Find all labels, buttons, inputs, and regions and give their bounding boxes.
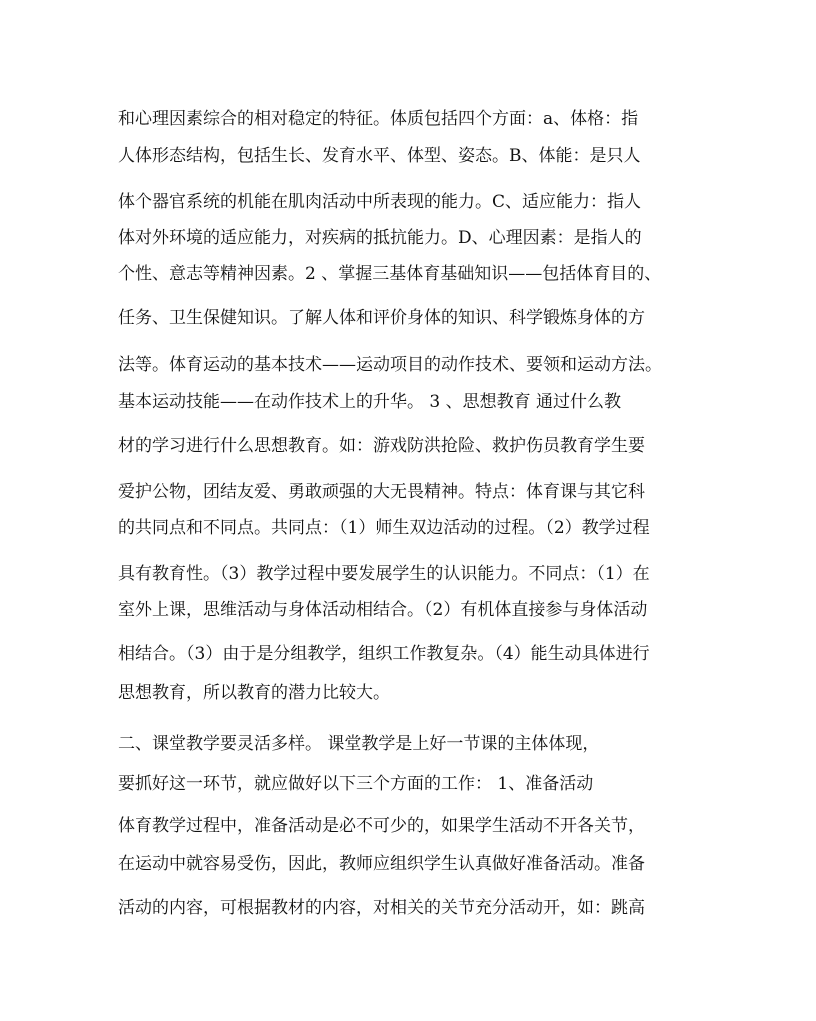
text-line-16: 二、课堂教学要灵活多样。 课堂教学是上好一节课的主体体现， (118, 734, 600, 754)
text-line-14: 相结合。（3）由于是分组教学，组织工作教复杂。（4）能生动具体进行 (118, 644, 650, 664)
text-line-4: 体对外环境的适应能力，对疾病的抵抗能力。D、心理因素：是指人的 (118, 228, 642, 248)
text-line-15: 思想教育，所以教育的潜力比较大。 (118, 683, 390, 703)
text-line-9: 材的学习进行什么思想教育。如：游戏防洪抢险、救护伤员教育学生要 (118, 436, 645, 456)
text-line-6: 任务、卫生保健知识。了解人体和评价身体的知识、科学锻炼身体的方 (118, 308, 645, 328)
text-line-5: 个性、意志等精神因素。2 、掌握三基体育基础知识——包括体育目的、 (118, 264, 662, 284)
text-line-12: 具有教育性。（3）教学过程中要发展学生的认识能力。不同点：（1）在 (118, 564, 650, 584)
text-line-3: 体个器官系统的机能在肌肉活动中所表现的能力。C、适应能力：指人 (118, 192, 642, 212)
text-line-13: 室外上课，思维活动与身体活动相结合。（2）有机体直接参与身体活动 (118, 600, 648, 620)
text-line-2: 人体形态结构，包括生长、发育水平、体型、姿态。B、体能：是只人 (118, 146, 641, 166)
text-line-7: 法等。体育运动的基本技术——运动项目的动作技术、要领和运动方法。 (118, 355, 662, 375)
text-line-8: 基本运动技能——在动作技术上的升华。 3 、思想教育 通过什么教 (118, 392, 622, 412)
text-line-19: 在运动中就容易受伤，因此，教师应组织学生认真做好准备活动。准备 (118, 854, 645, 874)
text-line-11: 的共同点和不同点。共同点：（1）师生双边活动的过程。（2）教学过程 (118, 518, 650, 538)
text-line-20: 活动的内容，可根据教材的内容，对相关的关节充分活动开，如：跳高 (118, 898, 645, 918)
text-line-18: 体育教学过程中，准备活动是必不可少的，如果学生活动不开各关节， (118, 816, 645, 836)
text-line-10: 爱护公物，团结友爱、勇敢顽强的大无畏精神。特点：体育课与其它科 (118, 482, 645, 502)
text-line-17: 要抓好这一环节，就应做好以下三个方面的工作： 1、准备活动 (118, 774, 594, 794)
text-line-1: 和心理因素综合的相对稳定的特征。体质包括四个方面：a、体格：指 (118, 109, 639, 129)
